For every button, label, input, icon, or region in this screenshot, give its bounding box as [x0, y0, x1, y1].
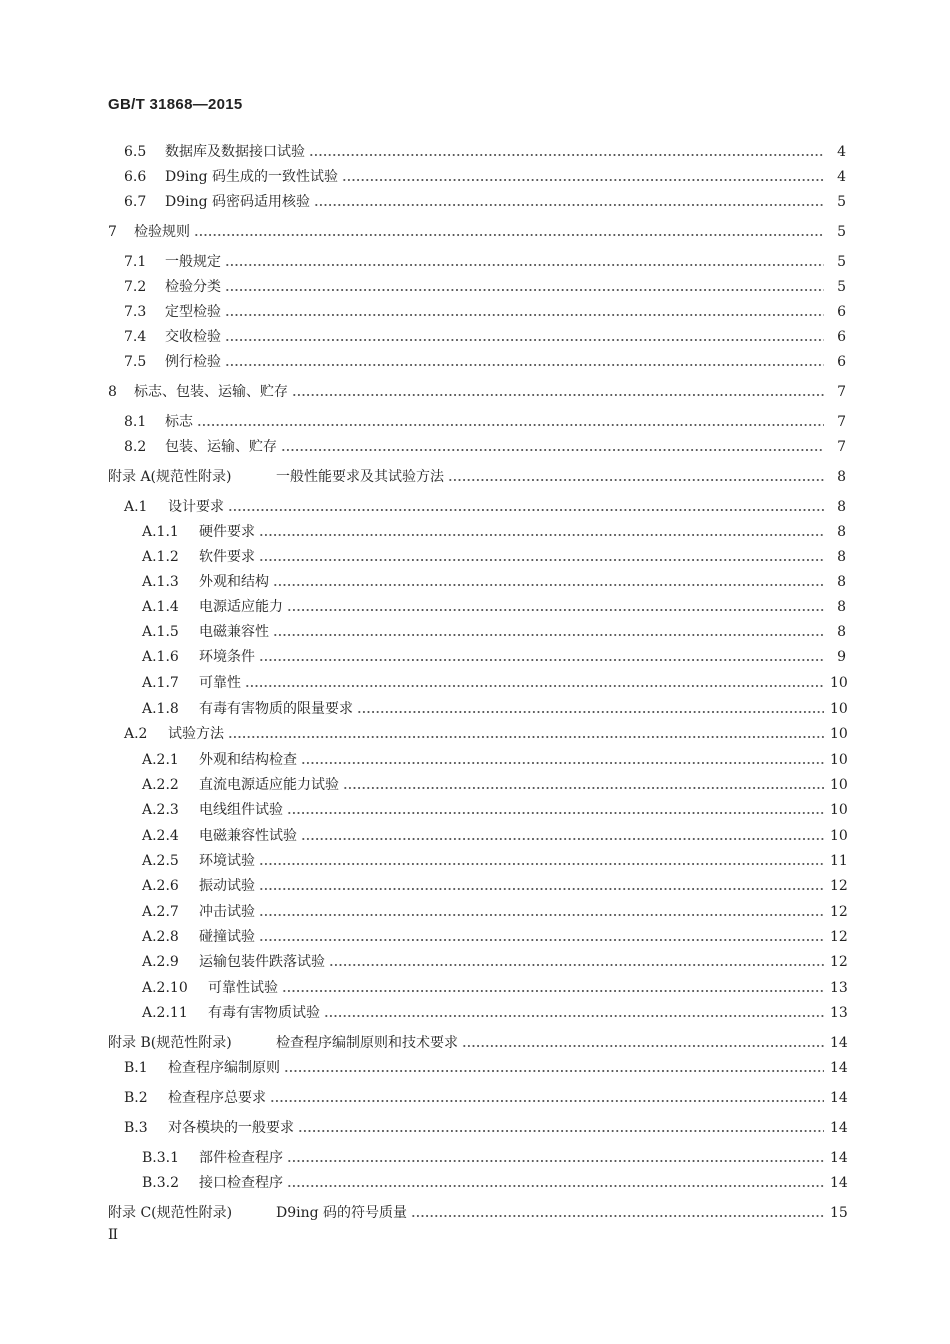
toc-entry-number: A.2.11 [142, 1005, 188, 1021]
toc-entry-page: 4 [837, 169, 846, 185]
toc-entry-number: A.2.3 [142, 802, 179, 818]
toc-entry[interactable] [124, 327, 846, 347]
toc-entry[interactable] [142, 876, 846, 896]
toc-entry-page: 5 [837, 194, 846, 210]
toc-entry-title: 电磁兼容性 [199, 624, 269, 640]
toc-entry-title: 检查程序总要求 [168, 1090, 266, 1106]
toc-entry-title: 电磁兼容性试验 [199, 828, 297, 844]
toc-entry[interactable] [142, 1173, 846, 1193]
toc-entry-number: A.2.8 [142, 929, 179, 945]
toc-entry-number: 6.5 [124, 144, 147, 160]
toc-entry-title: 硬件要求 [199, 524, 255, 540]
toc-entry-page: 5 [837, 279, 846, 295]
toc-entry-number: B.3 [124, 1120, 148, 1136]
dot-leader [329, 963, 824, 967]
dot-leader [273, 583, 824, 587]
toc-entry-page: 14 [830, 1150, 848, 1166]
toc-entry-title: 振动试验 [199, 878, 255, 894]
toc-entry-title: 交收检验 [165, 329, 221, 345]
toc-entry-page: 8 [837, 549, 846, 565]
document-code-header: GB/T 31868—2015 [108, 96, 243, 113]
toc-entry[interactable] [142, 800, 846, 820]
toc-entry-page: 7 [837, 439, 846, 455]
toc-entry[interactable] [142, 1148, 846, 1168]
toc-entry-number: 7.2 [124, 279, 147, 295]
toc-entry[interactable] [142, 1003, 846, 1023]
toc-entry[interactable] [124, 497, 846, 517]
dot-leader [298, 1129, 824, 1133]
toc-entry-number: A.1 [124, 499, 148, 515]
dot-leader [259, 887, 824, 891]
toc-entry-page: 11 [830, 853, 848, 869]
toc-entry[interactable] [124, 412, 846, 432]
dot-leader [411, 1214, 824, 1218]
toc-entry-page: 12 [830, 954, 848, 970]
toc-entry-title: 电源适应能力 [199, 599, 283, 615]
toc-entry[interactable] [124, 1118, 846, 1138]
toc-entry-title: 检验分类 [165, 279, 221, 295]
toc-entry-page: 14 [830, 1035, 848, 1051]
toc-entry-title: 有毒有害物质的限量要求 [199, 701, 353, 717]
toc-entry-title: 运输包装件跌落试验 [199, 954, 325, 970]
toc-entry[interactable] [124, 252, 846, 272]
toc-entry-number: A.1.8 [142, 701, 179, 717]
toc-entry-number: 7 [108, 224, 117, 240]
toc-entry-title: 定型检验 [165, 304, 221, 320]
dot-leader [225, 263, 824, 267]
toc-entry-page: 8 [837, 624, 846, 640]
toc-entry[interactable] [142, 775, 846, 795]
toc-entry-title: D9ing 码的符号质量 [276, 1205, 408, 1221]
toc-entry-number: 8.1 [124, 414, 147, 430]
toc-entry-page: 6 [837, 329, 846, 345]
toc-entry[interactable] [142, 522, 846, 542]
toc-entry-title: 电线组件试验 [199, 802, 283, 818]
toc-entry[interactable] [124, 142, 846, 162]
toc-entry[interactable] [124, 352, 846, 372]
toc-entry[interactable] [142, 647, 846, 667]
dot-leader [245, 684, 824, 688]
toc-entry[interactable] [124, 724, 846, 744]
toc-entry-title: 环境条件 [199, 649, 255, 665]
toc-entry-number: A.2.10 [142, 980, 188, 996]
toc-entry-number: B.3.1 [142, 1150, 180, 1166]
toc-entry[interactable] [124, 192, 846, 212]
toc-entry-title: 接口检查程序 [199, 1175, 283, 1191]
toc-entry-number: 7.5 [124, 354, 147, 370]
dot-leader [259, 533, 824, 537]
page-number: II [108, 1227, 118, 1243]
toc-entry-title: 外观和结构 [199, 574, 269, 590]
toc-entry[interactable] [124, 277, 846, 297]
toc-entry-number: A.1.4 [142, 599, 179, 615]
dot-leader [462, 1044, 824, 1048]
dot-leader [225, 338, 824, 342]
toc-entry-title: D9ing 码生成的一致性试验 [165, 169, 339, 185]
toc-entry-number: A.2 [124, 726, 148, 742]
toc-entry[interactable] [142, 927, 846, 947]
toc-entry-number: A.1.5 [142, 624, 179, 640]
toc-entry-title: 部件检查程序 [199, 1150, 283, 1166]
toc-entry-page: 8 [837, 599, 846, 615]
dot-leader [225, 363, 824, 367]
toc-entry-title: 冲击试验 [199, 904, 255, 920]
toc-entry-number: A.1.6 [142, 649, 179, 665]
toc-entry[interactable] [142, 952, 846, 972]
dot-leader [343, 786, 824, 790]
toc-entry-number: A.1.1 [142, 524, 179, 540]
toc-entry-number: A.2.6 [142, 878, 179, 894]
toc-entry-title: 可靠性 [199, 675, 241, 691]
toc-entry-page: 10 [830, 726, 848, 742]
toc-entry[interactable] [108, 382, 846, 402]
dot-leader [342, 178, 824, 182]
toc-entry-page: 12 [830, 904, 848, 920]
toc-entry[interactable] [142, 826, 846, 846]
toc-entry-page: 8 [837, 574, 846, 590]
toc-entry-page: 12 [830, 929, 848, 945]
toc-entry[interactable] [124, 437, 846, 457]
toc-entry-page: 9 [837, 649, 846, 665]
toc-entry-page: 10 [830, 802, 848, 818]
toc-entry-page: 10 [830, 752, 848, 768]
toc-entry-number: 8.2 [124, 439, 147, 455]
toc-entry-number: A.1.3 [142, 574, 179, 590]
dot-leader [287, 811, 824, 815]
toc-entry-title: 检验规则 [134, 224, 190, 240]
toc-entry-title: 直流电源适应能力试验 [199, 777, 339, 793]
toc-entry-number: A.2.7 [142, 904, 179, 920]
dot-leader [270, 1099, 824, 1103]
dot-leader [309, 153, 824, 157]
toc-entry-number: 7.4 [124, 329, 147, 345]
dot-leader [292, 393, 824, 397]
toc-entry[interactable] [142, 673, 846, 693]
toc-entry-page: 10 [830, 828, 848, 844]
toc-entry-number: 6.7 [124, 194, 147, 210]
toc-entry-title: 试验方法 [168, 726, 224, 742]
toc-entry-page: 10 [830, 701, 848, 717]
toc-entry-title: 标志、包装、运输、贮存 [134, 384, 288, 400]
dot-leader [357, 710, 824, 714]
toc-entry-title: 一般规定 [165, 254, 221, 270]
toc-entry[interactable] [142, 622, 846, 642]
toc-entry-number: 附录 C(规范性附录) [108, 1205, 233, 1221]
toc-entry-title: 包装、运输、贮存 [165, 439, 277, 455]
toc-entry-number: A.2.4 [142, 828, 179, 844]
toc-entry-title: 软件要求 [199, 549, 255, 565]
toc-entry[interactable] [142, 851, 846, 871]
toc-entry-number: 附录 B(规范性附录) [108, 1035, 232, 1051]
toc-entry[interactable] [142, 699, 846, 719]
dot-leader [287, 1184, 824, 1188]
toc-entry-title: 例行检验 [165, 354, 221, 370]
dot-leader [259, 913, 824, 917]
toc-entry-page: 12 [830, 878, 848, 894]
toc-entry-title: 设计要求 [168, 499, 224, 515]
toc-entry-number: A.2.5 [142, 853, 179, 869]
toc-entry-number: 7.1 [124, 254, 147, 270]
toc-entry[interactable] [108, 1203, 846, 1223]
toc-entry-page: 14 [830, 1060, 848, 1076]
toc-entry-number: B.3.2 [142, 1175, 180, 1191]
toc-entry[interactable] [124, 302, 846, 322]
toc-entry-number: B.2 [124, 1090, 148, 1106]
dot-leader [301, 761, 824, 765]
dot-leader [259, 938, 824, 942]
toc-entry[interactable] [108, 467, 846, 487]
dot-leader [259, 558, 824, 562]
toc-entry-page: 13 [830, 980, 848, 996]
toc-entry[interactable] [108, 222, 846, 242]
toc-entry-page: 15 [830, 1205, 848, 1221]
toc-entry[interactable] [142, 902, 846, 922]
toc-entry-title: 外观和结构检查 [199, 752, 297, 768]
toc-entry-page: 5 [837, 224, 846, 240]
dot-leader [259, 862, 824, 866]
toc-entry[interactable] [142, 547, 846, 567]
toc-entry-title: 标志 [165, 414, 193, 430]
toc-entry-number: A.1.7 [142, 675, 179, 691]
toc-entry-number: A.1.2 [142, 549, 179, 565]
toc-entry-number: 8 [108, 384, 117, 400]
toc-entry-title: 有毒有害物质试验 [208, 1005, 320, 1021]
toc-entry-page: 5 [837, 254, 846, 270]
toc-entry[interactable] [124, 167, 846, 187]
toc-entry-page: 8 [837, 499, 846, 515]
dot-leader [287, 608, 824, 612]
toc-entry-title: 对各模块的一般要求 [168, 1120, 294, 1136]
toc-entry-page: 7 [837, 384, 846, 400]
toc-entry-title: D9ing 码密码适用核验 [165, 194, 311, 210]
toc-entry-number: A.2.1 [142, 752, 179, 768]
toc-entry-page: 4 [837, 144, 846, 160]
toc-entry-page: 10 [830, 777, 848, 793]
toc-entry-page: 10 [830, 675, 848, 691]
toc-entry[interactable] [142, 750, 846, 770]
toc-entry[interactable] [108, 1033, 846, 1053]
toc-entry-title: 检查程序编制原则 [168, 1060, 280, 1076]
toc-entry-title: 碰撞试验 [199, 929, 255, 945]
toc-entry-title: 一般性能要求及其试验方法 [276, 469, 444, 485]
dot-leader [314, 203, 824, 207]
toc-entry-page: 8 [837, 524, 846, 540]
toc-entry[interactable] [124, 1058, 846, 1078]
dot-leader [228, 735, 824, 739]
dot-leader [281, 448, 824, 452]
dot-leader [282, 989, 824, 993]
toc-entry-page: 6 [837, 354, 846, 370]
toc-entry-page: 14 [830, 1090, 848, 1106]
dot-leader [225, 313, 824, 317]
toc-entry-page: 14 [830, 1175, 848, 1191]
toc-entry-title: 环境试验 [199, 853, 255, 869]
toc-entry-number: B.1 [124, 1060, 148, 1076]
toc-entry-number: 7.3 [124, 304, 147, 320]
dot-leader [301, 837, 824, 841]
toc-entry-page: 6 [837, 304, 846, 320]
dot-leader [448, 478, 824, 482]
dot-leader [225, 288, 824, 292]
dot-leader [324, 1014, 824, 1018]
toc-entry-page: 13 [830, 1005, 848, 1021]
toc-entry-number: 6.6 [124, 169, 147, 185]
toc-entry-number: A.2.2 [142, 777, 179, 793]
dot-leader [228, 508, 824, 512]
dot-leader [197, 423, 824, 427]
toc-entry-number: 附录 A(规范性附录) [108, 469, 232, 485]
toc-entry-title: 数据库及数据接口试验 [165, 144, 305, 160]
toc-entry[interactable] [142, 597, 846, 617]
toc-entry-number: A.2.9 [142, 954, 179, 970]
toc-entry[interactable] [142, 572, 846, 592]
dot-leader [284, 1069, 824, 1073]
toc-entry-page: 7 [837, 414, 846, 430]
dot-leader [287, 1159, 824, 1163]
dot-leader [273, 633, 824, 637]
dot-leader [194, 233, 824, 237]
toc-entry-title: 可靠性试验 [208, 980, 278, 996]
dot-leader [259, 658, 824, 662]
toc-entry-page: 8 [837, 469, 846, 485]
toc-entry-page: 14 [830, 1120, 848, 1136]
toc-entry[interactable] [142, 978, 846, 998]
toc-entry-title: 检查程序编制原则和技术要求 [276, 1035, 458, 1051]
toc-entry[interactable] [124, 1088, 846, 1108]
